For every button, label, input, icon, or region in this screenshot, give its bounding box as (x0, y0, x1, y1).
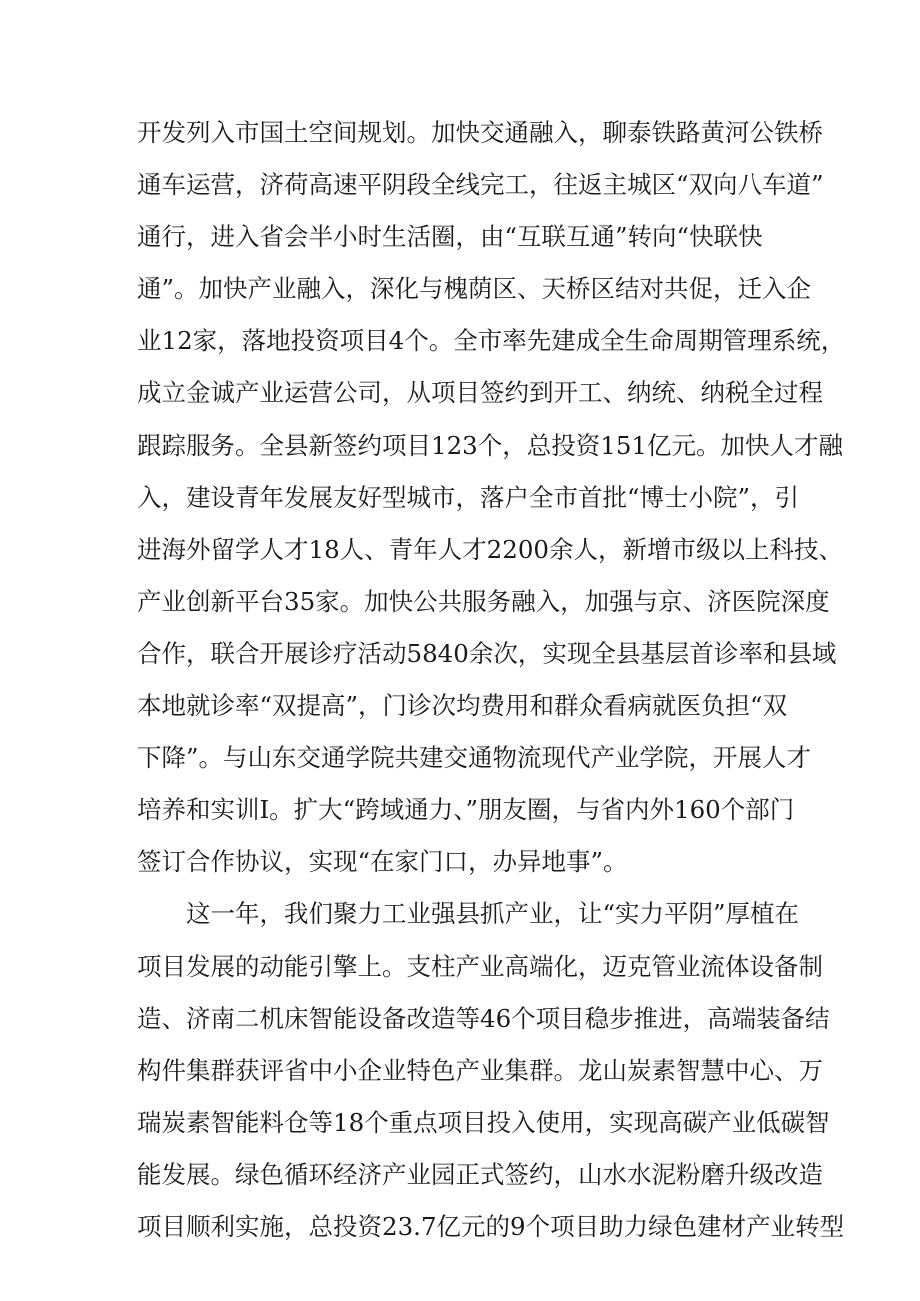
text-line: 瑞炭素智能料仓等18个重点项目投入使用，实现高碳产业低碳智 (137, 1107, 830, 1137)
text-line: 能发展。绿色循环经济产业园正式签约，山水水泥粉磨升级改造 (137, 1159, 823, 1189)
text-line: 本地就诊率“双提高”，门诊次均费用和群众看病就医负担“双 (137, 691, 788, 721)
text-line: 开发列入市国土空间规划。加快交通融入，聊泰铁路黄河公铁桥 (137, 118, 823, 147)
text-line: 通行，进入省会半小时生活圈，由“互联互通”转向“快联快 (137, 222, 763, 252)
text-line: 造、济南二机床智能设备改造等46个项目稳步推进，高端装备结 (137, 1003, 830, 1033)
body-text (137, 107, 846, 1253)
text-line: 项目顺利实施，总投资23.7亿元的9个项目助力绿色建材产业转型 (137, 1211, 845, 1241)
text-line: 产业创新平台35家。加快公共服务融入，加强与京、济医院深度 (137, 586, 830, 616)
text-line: 进海外留学人才18人、青年人才2200余人，新增市级以上科技、 (137, 534, 844, 564)
text-line: 入，建设青年发展友好型城市，落户全市首批“博士小院”，引 (137, 482, 800, 512)
text-line: 成立金诚产业运营公司，从项目签约到开工、纳统、纳税全过程 (137, 378, 823, 408)
text-line: 项目发展的动能引擎上。支柱产业高端化，迈克管业流体设备制 (137, 951, 823, 981)
paragraph-1 (137, 107, 846, 888)
text-line: 业12家，落地投资项目4个。全市率先建成全生命周期管理系统， (137, 326, 846, 356)
text-line: 签订合作协议，实现“在家门口，办异地事”。 (137, 847, 628, 877)
text-line: 下降”。与山东交通学院共建交通物流现代产业学院，开展人才 (137, 743, 812, 773)
text-line: 跟踪服务。全县新签约项目123个，总投资151亿元。加快人才融 (137, 430, 844, 460)
text-line: 通车运营，济荷高速平阴段全线完工，往返主城区“双向八车道” (137, 170, 824, 200)
text-line: 这一年，我们聚力工业强县抓产业，让“实力平阴”厚植在 (186, 899, 800, 929)
text-line: 合作，联合开展诊疗活动5840余次，实现全县基层首诊率和县域 (137, 638, 837, 668)
text-line: 通”。加快产业融入，深化与槐荫区、天桥区结对共促，迁入企 (137, 274, 812, 304)
text-line: 构件集群获评省中小企业特色产业集群。龙山炭素智慧中心、万 (137, 1055, 823, 1085)
paragraph-2 (137, 888, 845, 1253)
text-line: 培养和实训I。扩大“跨域通力、”朋友圈，与省内外160个部门 (137, 795, 795, 825)
